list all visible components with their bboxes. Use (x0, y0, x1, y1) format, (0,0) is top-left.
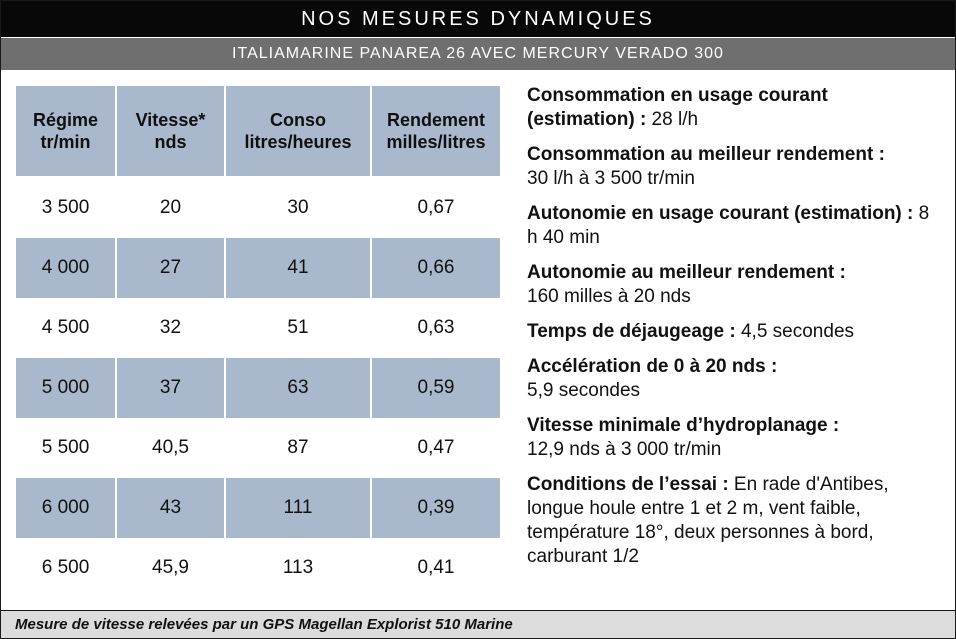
table-cell: 3 500 (16, 177, 116, 238)
table-cell: 32 (116, 298, 225, 358)
table-row (16, 538, 500, 598)
table-cell: 51 (225, 298, 371, 358)
table-cell: 4 000 (16, 238, 116, 298)
table-cell: 0,41 (417, 557, 455, 578)
table-cell: 6 500 (16, 538, 116, 598)
footer-note: Mesure de vitesse relevées par un GPS Magellan Explorist 510 Marine (1, 610, 955, 638)
table-header-row (16, 86, 500, 177)
table-cell: 0,59 (371, 358, 500, 418)
table-row (16, 177, 500, 238)
table-cell: 45,9 (116, 538, 225, 598)
column-header-rendement: Rendement milles/litres (371, 86, 500, 177)
table-cell: 4 500 (16, 298, 116, 358)
page-subtitle: ITALIAMARINE PANAREA 26 AVEC MERCURY VERADO 300 (1, 38, 955, 70)
column-header-vitesse: Vitesse* nds (116, 86, 225, 177)
table-cell: 0,67 (417, 197, 455, 218)
table-cell: 30 (225, 177, 371, 238)
table-cell: 41 (225, 238, 371, 298)
stat-autonomie-usage-courant: Autonomie en usage courant (estimation) : 8 h 40 min (527, 203, 930, 248)
stat-conso-meilleur-rendement: Consommation au meilleur rendement : 30 l/h à 3 500 tr/min (527, 144, 885, 189)
column-header-regime: Régime tr/min (16, 86, 116, 177)
table-row (16, 358, 500, 418)
stat-autonomie-meilleur-rendement: Autonomie au meilleur rendement : 160 milles à 20 nds (527, 262, 846, 307)
table-row (16, 238, 500, 298)
table-cell: 27 (116, 238, 225, 298)
table-cell: 37 (116, 358, 225, 418)
table-cell: 43 (116, 478, 225, 538)
table-cell: 113 (225, 538, 371, 598)
table-cell: 63 (225, 358, 371, 418)
measures-table (16, 86, 500, 598)
stat-temps-dejaugeage: Temps de déjaugeage : 4,5 secondes (527, 321, 855, 342)
table-cell: 0,63 (417, 317, 455, 338)
table-cell: 87 (225, 418, 371, 478)
stat-vitesse-hydroplanage: Vitesse minimale d’hydroplanage : 12,9 nds à 3 000 tr/min (527, 415, 840, 460)
table-row (16, 418, 500, 478)
table-row (16, 478, 500, 538)
stat-conditions-essai: Conditions de l’essai : En rade d'Antibes, longue houle entre 1 et 2 m, vent faible, température 18°, deux personnes à bord, carburant 1/2 (527, 474, 889, 567)
table-cell: 40,5 (116, 418, 225, 478)
stats-panel (527, 84, 932, 580)
table-cell: 0,47 (417, 437, 455, 458)
column-header-conso: Conso litres/heures (225, 86, 371, 177)
table-cell: 0,66 (371, 238, 500, 298)
table-row (16, 298, 500, 358)
table-cell: 0,39 (371, 478, 500, 538)
stat-conso-usage-courant: Consommation en usage courant (estimation) : 28 l/h (527, 85, 828, 130)
table-cell: 20 (116, 177, 225, 238)
page-title: NOS MESURES DYNAMIQUES (1, 1, 955, 37)
table-cell: 5 000 (16, 358, 116, 418)
table-cell: 6 000 (16, 478, 116, 538)
stat-acceleration: Accélération de 0 à 20 nds : 5,9 secondes (527, 356, 778, 401)
table-cell: 5 500 (16, 418, 116, 478)
table-cell: 111 (225, 478, 371, 538)
